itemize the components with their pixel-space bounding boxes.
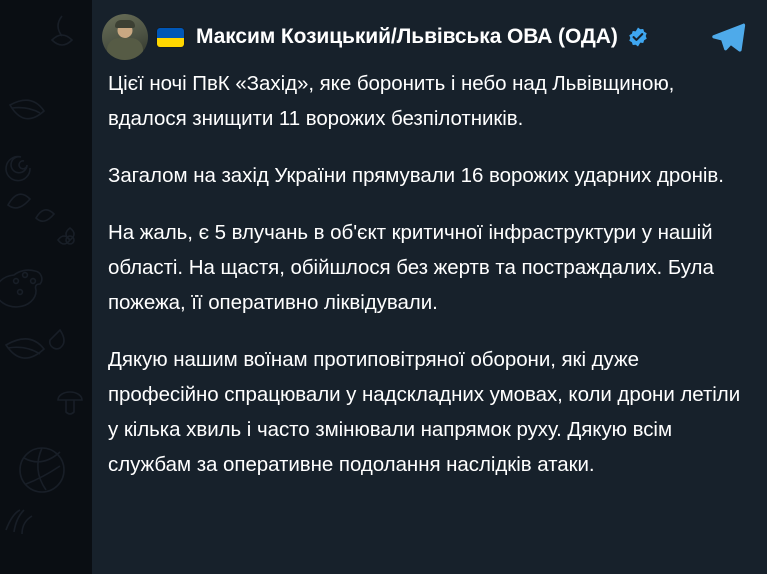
avatar[interactable] — [102, 14, 148, 60]
channel-name[interactable]: Максим Козицький/Львівська ОВА (ОДА) — [196, 25, 618, 48]
avatar-body — [107, 38, 143, 60]
message-paragraph: Загалом на захід України прямували 16 ворожих ударних дронів. — [108, 164, 724, 187]
message-bubble — [92, 0, 767, 574]
message-paragraph: На жаль, є 5 влучань в об'єкт критичної інфраструктури у нашій області. На щастя, обійшлося без жертв та постраждалих. Була пожежа, її оперативно ліквідували. — [108, 221, 714, 314]
message-text — [108, 66, 751, 482]
avatar-cap — [115, 20, 135, 28]
message-paragraph: Цієї ночі ПвК «Захід», яке боронить і небо над Львівщиною, вдалося знищити 11 ворожих безпілотників. — [108, 72, 675, 130]
message-paragraph: Дякую нашим воїнам протиповітряної оборони, які дуже професійно спрацювали у надскладних умовах, коли дрони летіли у кілька хвиль і часто змінювали напрямок руху. Дякую всім службам за оперативне подолання наслідків атаки. — [108, 348, 741, 476]
verified-check-icon — [627, 26, 649, 48]
ukraine-flag-icon — [157, 25, 187, 49]
telegram-plane-icon[interactable] — [709, 18, 747, 56]
chat-wallpaper-pattern — [0, 0, 92, 574]
message-header — [108, 14, 751, 60]
